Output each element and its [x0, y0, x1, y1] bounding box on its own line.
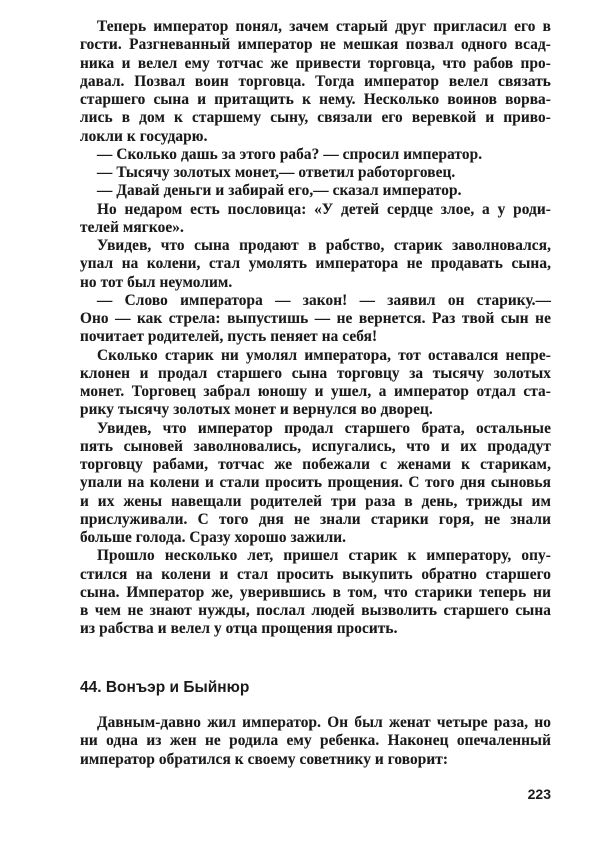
text-line: гости. Разгневанный император не мешкая позвал одного всад- — [80, 36, 551, 54]
text-line: прислуживали. С того дня не знали старики горя, не знали — [80, 510, 551, 528]
story-start-text — [80, 714, 551, 769]
chapter-heading: 44. Вонъэр и Быйнюр — [80, 679, 250, 696]
text-line: Увидев, что император продал старшего брата, остальные — [97, 419, 551, 437]
text-line: монет. Торговец забрал юношу и ушел, а император отдал ста- — [80, 383, 551, 400]
text-line: — Слово императора — закон! — заявил он старику.— — [97, 291, 551, 309]
text-line: Прошло несколько лет, пришел старик к императору, опу- — [97, 547, 551, 565]
text-line: больше голода. Сразу хорошо зажили. — [80, 529, 347, 546]
text-line: — Давай деньги и забирай его,— сказал император. — [97, 182, 462, 200]
text-line: давал. Позвал воин торговца. Тогда император велел связать — [80, 72, 551, 90]
text-line: Но недаром есть пословица: «У детей сердце злое, а у роди- — [97, 200, 551, 218]
text-line: упали на колени и стали просить прощения. С того дня сыновья — [80, 474, 551, 492]
text-line: стился на колени и стал просить выкупить обратно старшего — [80, 565, 551, 583]
text-line: Увидев, что сына продают в рабство, старик заволновался, — [97, 237, 551, 254]
text-line: Давным-давно жил император. Он был женат четыре раза, но — [97, 714, 551, 731]
text-line: телей мягкое». — [80, 218, 184, 236]
text-line: локли к государю. — [80, 127, 208, 145]
page-number: 223 — [527, 786, 551, 802]
text-line: но тот был неумолим. — [80, 273, 233, 291]
story-end-text — [80, 18, 551, 639]
text-line: старшего сына и притащить к нему. Несколько воинов ворва- — [80, 91, 551, 108]
text-line: Оно — как стрела: выпустишь — не вернется. Раз твой сын не — [80, 310, 551, 327]
text-line: и их жены навещали родителей три раза в день, трижды им — [80, 492, 551, 510]
text-line: рику тысячу золотых монет и вернулся во дворец. — [80, 401, 433, 419]
text-line: ни одна из жен не родила ему ребенка. Наконец опечаленный — [80, 732, 551, 750]
text-line: упал на колени, стал умолять императора не продавать сына, — [80, 255, 551, 273]
text-line: торговцу рабами, тотчас же побежали с женами к старикам, — [80, 456, 551, 473]
text-line: из рабства и велел у отца прощения просить. — [80, 620, 398, 638]
text-line: сына. Император же, уверившись в том, что старики теперь ни — [80, 583, 551, 601]
text-line: в чем не знают нужды, послал людей вызволить старшего сына — [80, 602, 551, 619]
text-line: пять сыновей заволновались, испугались, что и их продадут — [80, 437, 551, 455]
text-line: Сколько старик ни умолял императора, тот оставался непре- — [97, 346, 551, 364]
text-line: император обратился к своему советнику и говорит: — [80, 750, 449, 768]
text-line: лись в дом к старшему сыну, связали его веревкой и приво- — [80, 109, 551, 127]
text-line: — Тысячу золотых монет,— ответил работорговец. — [97, 164, 456, 181]
text-line: клонен и продал старшего сына торговцу за тысячу золотых — [80, 364, 551, 382]
text-line: Теперь император понял, зачем старый друг пригласил его в — [97, 18, 551, 35]
text-line: ника и велел ему тотчас же привести торговца, что рабов про- — [80, 54, 551, 72]
text-line: почитает родителей, пусть пеняет на себя! — [80, 328, 378, 346]
text-line: — Сколько дашь за этого раба? — спросил император. — [97, 145, 483, 163]
